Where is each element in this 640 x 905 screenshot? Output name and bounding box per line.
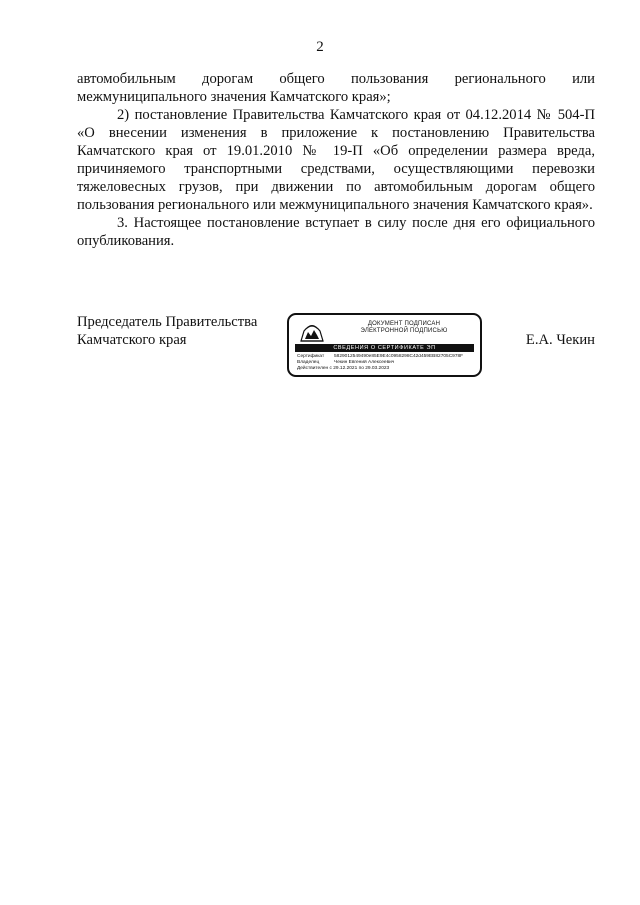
electronic-signature-stamp [287, 313, 482, 377]
stamp-value: Чекин Евгений Алексеевич [334, 360, 395, 365]
document-body [77, 70, 595, 250]
paragraph-item-2: 2) постановление Правительства Камчатского края от 04.12.2014 № 504-П «О внесении изменения в приложение к постановлению Правительства Камчатского края от 19.01.2010 № 19-П «Об определении размера вреда, причиняемого транспортными средствами, осуществляющими перевозки тяжеловесных грузов, при движении по автомобильным дорогам общего пользования регионального или межмуниципального значения Камчатского края». [77, 107, 595, 213]
signer-name: Е.А. Чекин [525, 332, 595, 348]
signer-title-line-2: Камчатского края [77, 332, 187, 348]
coat-of-arms-icon [299, 319, 325, 343]
stamp-label: Сертификат [297, 354, 325, 359]
stamp-heading-line-2: ЭЛЕКТРОННОЙ ПОДПИСЬЮ [360, 328, 448, 334]
signer-title-line-1: Председатель Правительства [77, 314, 258, 330]
stamp-certificate-bar: СВЕДЕНИЯ О СЕРТИФИКАТЕ ЭП [295, 344, 474, 352]
page-number: 2 [316, 39, 324, 55]
paragraph-item-3: 3. Настоящее постановление вступает в силу после дня его официального опубликования. [77, 215, 595, 249]
stamp-value: 5829012549490e85E9E4c0958298C42d459EB82705C978F [334, 354, 464, 359]
stamp-details [297, 354, 477, 372]
stamp-row-validity [297, 366, 477, 372]
stamp-heading [329, 321, 479, 335]
stamp-heading-line-1: ДОКУМЕНТ ПОДПИСАН [367, 321, 441, 327]
signer-title [77, 313, 277, 349]
stamp-label: Владелец [297, 360, 320, 365]
stamp-label: Действителен с 29.12.2021 по 29.03.2023 [297, 366, 390, 371]
paragraph-continuation: автомобильным дорогам общего пользования регионального или межмуниципального значения Камчатского края»; [77, 71, 595, 105]
